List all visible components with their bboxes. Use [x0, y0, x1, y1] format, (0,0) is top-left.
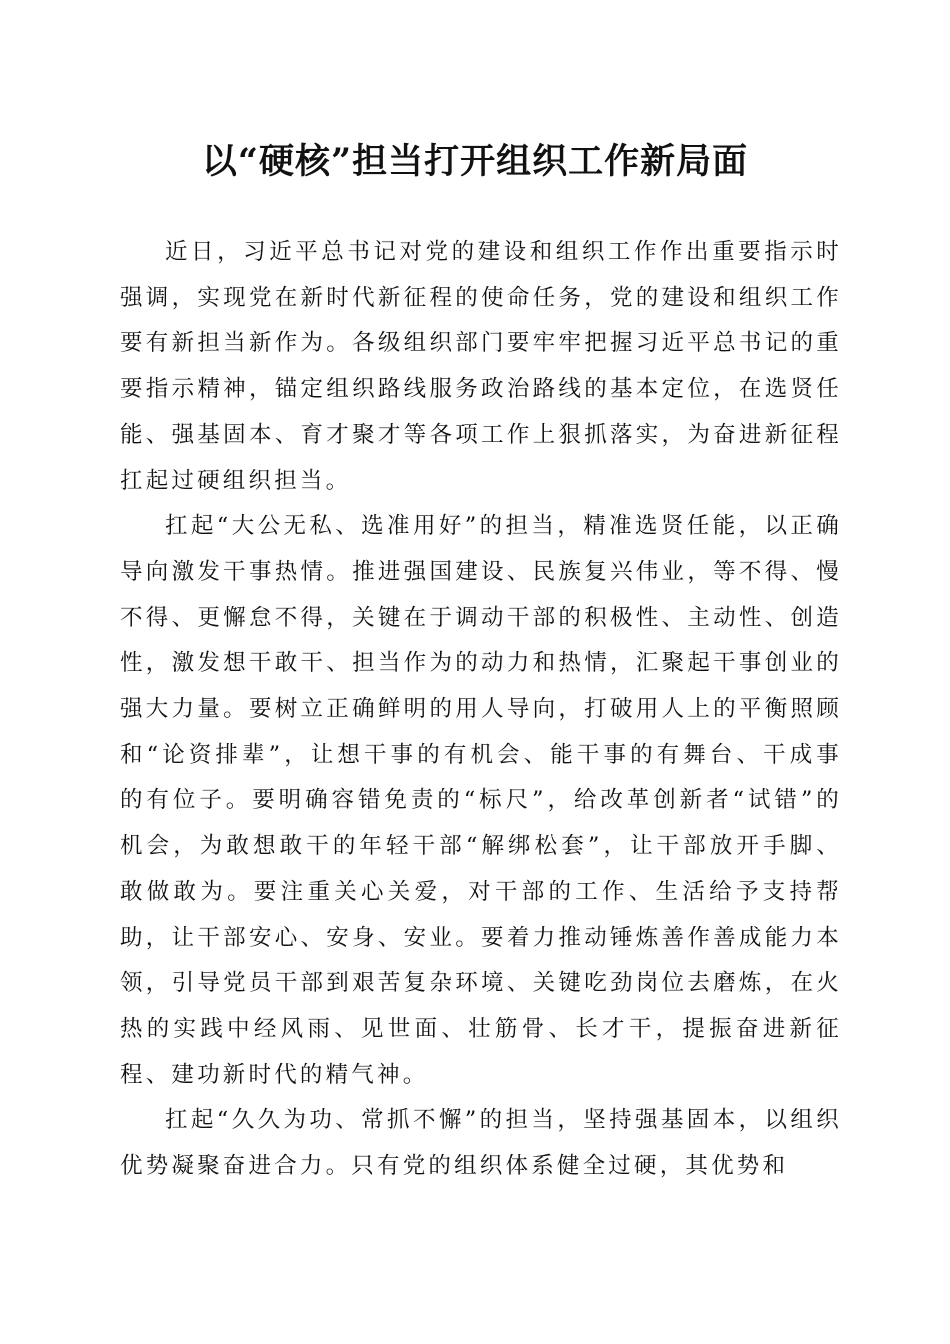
- paragraph-1: 近日，习近平总书记对党的建设和组织工作作出重要指示时强调，实现党在新时代新征程的使命任务，党的建设和组织工作要有新担当新作为。各级组织部门要牢牢把握习近平总书记的重要指示精神，锚定组织路线服务政治路线的基本定位，在选贤任能、强基固本、育才聚才等各项工作上狠抓落实，为奋进新征程扛起过硬组织担当。: [120, 239, 842, 494]
- paragraph-2: 扛起“大公无私、选准用好”的担当，精准选贤任能，以正确导向激发干事热情。推进强国建设、民族复兴伟业，等不得、慢不得、更懈怠不得，关键在于调动干部的积极性、主动性、创造性，激发想干敢干、担当作为的动力和热情，汇聚起干事创业的强大力量。要树立正确鲜明的用人导向，打破用人上的平衡照顾和“论资排辈”，让想干事的有机会、能干事的有舞台、干成事的有位子。要明确容错免责的“标尺”，给改革创新者“试错”的机会，为敢想敢干的年轻干部“解绑松套”，让干部放开手脚、敢做敢为。要注重关心关爱，对干部的工作、生活给予支持帮助，让干部安心、安身、安业。要着力推动锤炼善作善成能力本领，引导党员干部到艰苦复杂环境、关键吃劲岗位去磨炼，在火热的实践中经风雨、见世面、壮筋骨、长才干，提振奋进新征程、建功新时代的精气神。: [120, 513, 842, 1088]
- document-title: 以“硬核”担当打开组织工作新局面: [201, 141, 749, 182]
- document-body: [120, 230, 842, 1190]
- paragraph-3: 扛起“久久为功、常抓不懈”的担当，坚持强基固本，以组织优势凝聚奋进合力。只有党的组织体系健全过硬，其优势和: [120, 1107, 842, 1180]
